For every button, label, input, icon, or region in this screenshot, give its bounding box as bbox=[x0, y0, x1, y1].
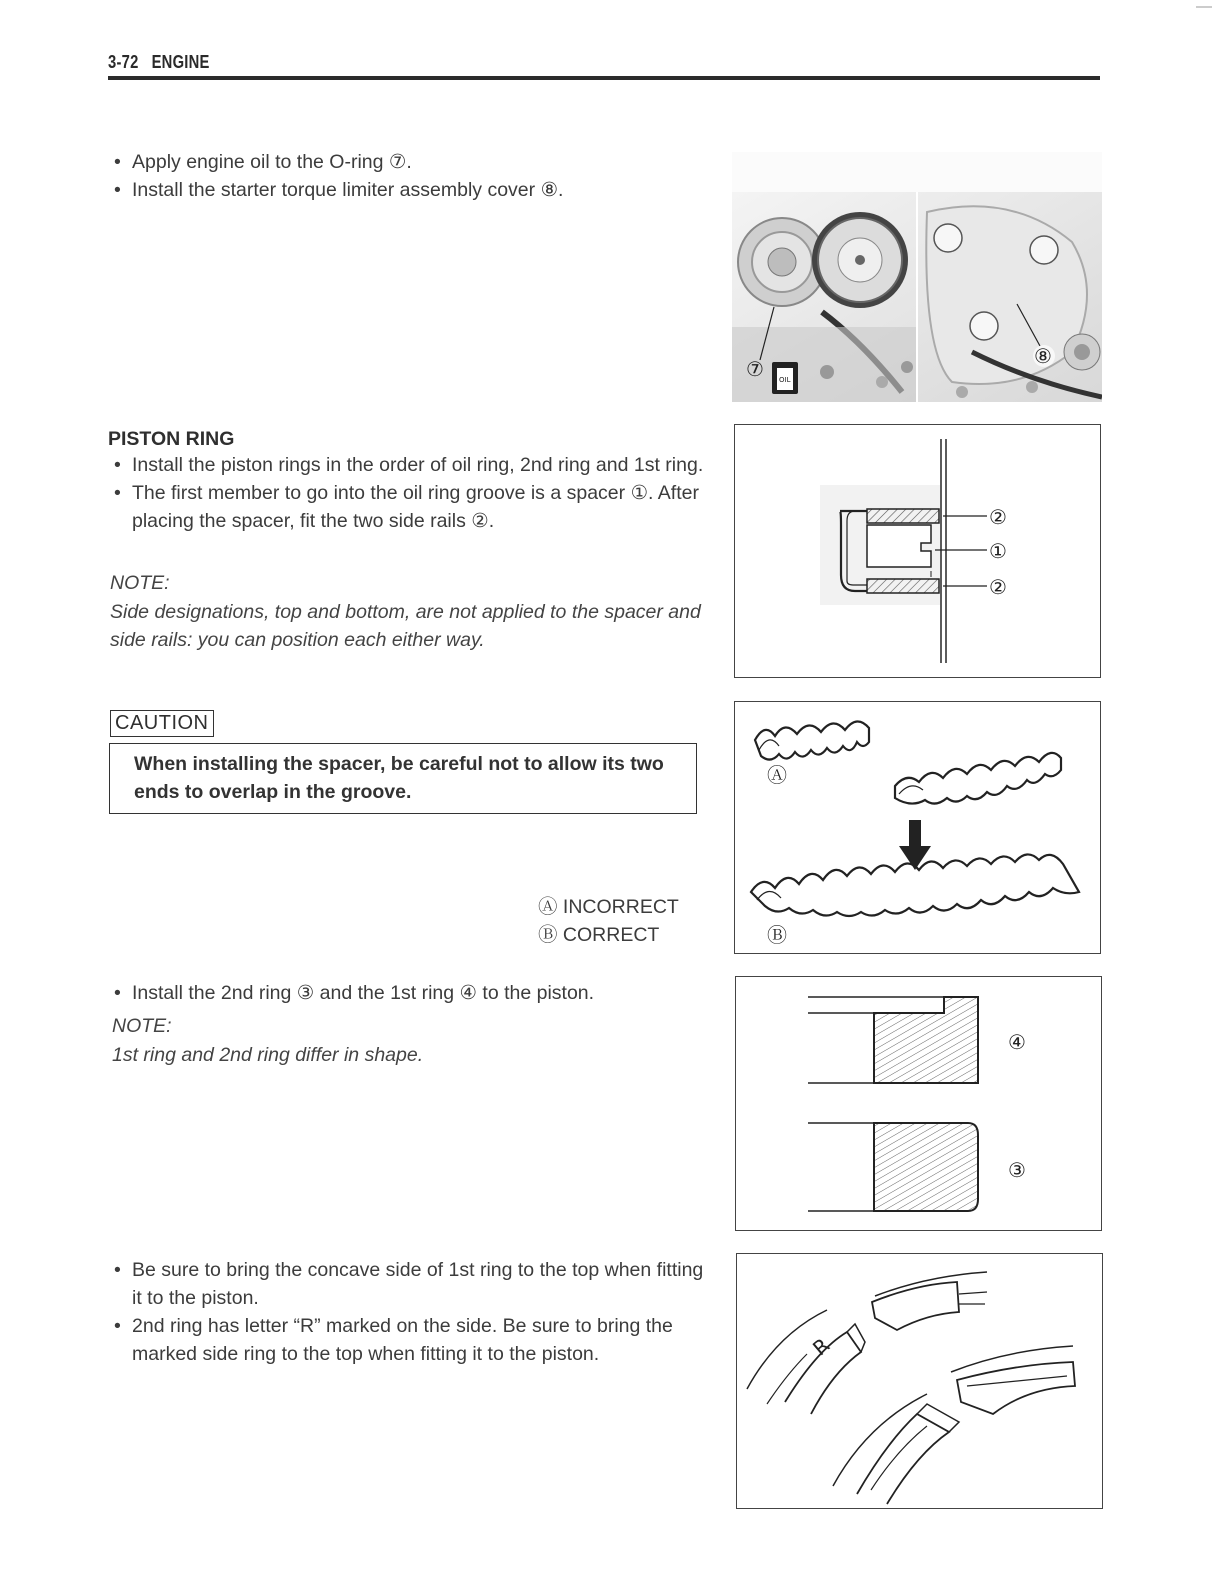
scan-mark bbox=[1196, 6, 1212, 8]
spacer-ends-figure bbox=[734, 701, 1101, 954]
ring-install-bullet bbox=[110, 979, 710, 1007]
note-text-2: 1st ring and 2nd ring differ in shape. bbox=[112, 1044, 424, 1066]
list-item: • Install the starter torque limiter assembly cover ⑧. bbox=[110, 176, 710, 204]
caution-label: CAUTION bbox=[110, 710, 214, 737]
list-item: • Be sure to bring the concave side of 1st ring to the top when fitting it to the piston. bbox=[110, 1256, 708, 1312]
page-number: 3-72 bbox=[108, 52, 139, 72]
section-title: ENGINE bbox=[151, 52, 210, 72]
oil-symbol-text: OIL bbox=[779, 376, 791, 384]
ring-marks-figure bbox=[736, 1253, 1103, 1509]
note-label: NOTE: bbox=[110, 572, 170, 594]
legend-correct: Ⓑ CORRECT bbox=[538, 924, 660, 946]
list-item: • The first member to go into the oil ring groove is a spacer ①. After placing the spacer, fit the two side rails ②. bbox=[110, 479, 706, 535]
page-header bbox=[108, 52, 210, 73]
list-item: • Install the piston rings in the order of oil ring, 2nd ring and 1st ring. bbox=[110, 451, 706, 479]
engine-cover-photo bbox=[732, 152, 1102, 402]
ring-profiles-figure bbox=[735, 976, 1102, 1231]
photo-callout-8: ⑧ bbox=[1034, 344, 1052, 368]
label-side-rail-bottom: ② bbox=[989, 575, 1007, 599]
legend-incorrect: Ⓐ INCORRECT bbox=[538, 896, 679, 918]
label-correct: Ⓑ bbox=[767, 923, 787, 947]
note-text: Side designations, top and bottom, are not applied to the spacer and side rails: you can position each either way. bbox=[110, 601, 701, 651]
caution-box bbox=[109, 743, 697, 814]
piston-ring-bullets bbox=[110, 451, 706, 535]
label-incorrect: Ⓐ bbox=[767, 763, 787, 787]
list-item: • Apply engine oil to the O-ring ⑦. bbox=[110, 148, 710, 176]
label-side-rail-top: ② bbox=[989, 505, 1007, 529]
list-item: • Install the 2nd ring ③ and the 1st ring ④ to the piston. bbox=[110, 979, 710, 1007]
note-label-2: NOTE: bbox=[112, 1015, 172, 1037]
caution-text: When installing the spacer, be careful not to allow its two ends to overlap in the groove. bbox=[134, 753, 664, 803]
r-mark-text: R bbox=[808, 1332, 835, 1361]
oil-can-icon bbox=[772, 362, 798, 394]
list-item: • 2nd ring has letter “R” marked on the side. Be sure to bring the marked side ring to the top when fitting it to the piston. bbox=[110, 1312, 708, 1368]
label-spacer: ① bbox=[989, 539, 1007, 563]
label-first-ring: ④ bbox=[1008, 1030, 1026, 1054]
oil-ring-cross-section-figure bbox=[734, 424, 1101, 678]
photo-callout-7: ⑦ bbox=[746, 357, 764, 381]
piston-ring-title: PISTON RING bbox=[108, 428, 235, 450]
label-second-ring: ③ bbox=[1008, 1158, 1026, 1182]
bottom-bullet-list bbox=[110, 1256, 708, 1368]
header-rule bbox=[108, 76, 1100, 80]
top-bullet-list bbox=[110, 148, 710, 204]
